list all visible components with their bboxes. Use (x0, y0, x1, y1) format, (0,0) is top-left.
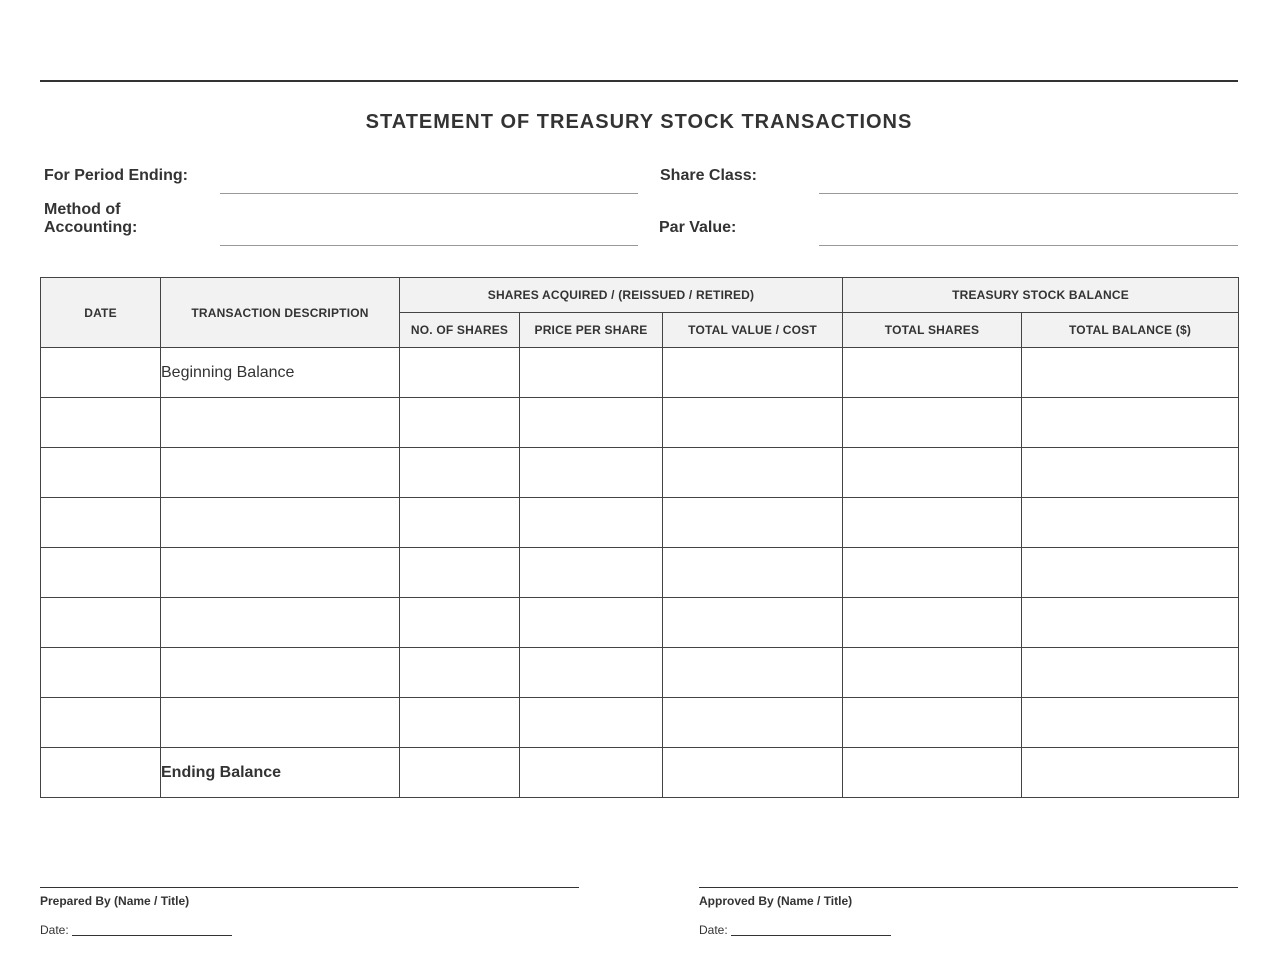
header-group-treasury-balance: TREASURY STOCK BALANCE (843, 278, 1239, 313)
cell-total-value-cost[interactable] (663, 748, 843, 798)
cell-total-shares[interactable] (843, 748, 1022, 798)
approved-by-date-line[interactable] (731, 935, 891, 936)
cell-date[interactable] (41, 748, 161, 798)
prepared-by-signature-line[interactable] (40, 887, 579, 888)
method-of-accounting-label-line2: Accounting: (44, 219, 138, 236)
header-no-of-shares: NO. OF SHARES (400, 313, 520, 348)
cell-total-balance[interactable] (1022, 348, 1239, 398)
cell-description[interactable] (161, 648, 400, 698)
cell-no-of-shares[interactable] (400, 598, 520, 648)
cell-total-value-cost[interactable] (663, 348, 843, 398)
table-row (41, 498, 1239, 548)
cell-total-value-cost[interactable] (663, 498, 843, 548)
cell-no-of-shares[interactable] (400, 448, 520, 498)
cell-total-shares[interactable] (843, 498, 1022, 548)
table-row-ending-balance (41, 748, 1239, 798)
cell-total-shares[interactable] (843, 648, 1022, 698)
top-rule (40, 80, 1238, 82)
cell-date[interactable] (41, 498, 161, 548)
header-total-balance: TOTAL BALANCE ($) (1022, 313, 1239, 348)
cell-description[interactable] (161, 498, 400, 548)
approved-by-signature-line[interactable] (699, 887, 1238, 888)
cell-description[interactable] (161, 548, 400, 598)
period-ending-label: For Period Ending: (44, 167, 188, 184)
cell-total-balance[interactable] (1022, 498, 1239, 548)
cell-total-value-cost[interactable] (663, 548, 843, 598)
cell-date[interactable] (41, 648, 161, 698)
cell-total-balance[interactable] (1022, 398, 1239, 448)
cell-description[interactable]: Beginning Balance (161, 348, 400, 398)
cell-price-per-share[interactable] (520, 498, 663, 548)
cell-price-per-share[interactable] (520, 598, 663, 648)
cell-date[interactable] (41, 698, 161, 748)
method-of-accounting-label-line1: Method of (44, 201, 121, 218)
table-row (41, 348, 1239, 398)
cell-no-of-shares[interactable] (400, 698, 520, 748)
document-title: STATEMENT OF TREASURY STOCK TRANSACTIONS (365, 111, 913, 133)
cell-price-per-share[interactable] (520, 698, 663, 748)
header-total-value-cost: TOTAL VALUE / COST (663, 313, 843, 348)
cell-price-per-share[interactable] (520, 548, 663, 598)
cell-total-value-cost[interactable] (663, 448, 843, 498)
cell-total-balance[interactable] (1022, 548, 1239, 598)
cell-no-of-shares[interactable] (400, 398, 520, 448)
cell-no-of-shares[interactable] (400, 548, 520, 598)
table-row (41, 448, 1239, 498)
cell-total-balance[interactable] (1022, 448, 1239, 498)
cell-total-value-cost[interactable] (663, 398, 843, 448)
cell-total-shares[interactable] (843, 598, 1022, 648)
header-group-shares-acquired: SHARES ACQUIRED / (REISSUED / RETIRED) (400, 278, 843, 313)
cell-price-per-share[interactable] (520, 648, 663, 698)
cell-total-balance[interactable] (1022, 698, 1239, 748)
cell-description[interactable] (161, 448, 400, 498)
period-ending-field[interactable] (220, 193, 638, 194)
cell-total-shares[interactable] (843, 698, 1022, 748)
cell-total-balance[interactable] (1022, 648, 1239, 698)
cell-description[interactable]: Ending Balance (161, 748, 400, 798)
cell-price-per-share[interactable] (520, 748, 663, 798)
table-row (41, 648, 1239, 698)
prepared-by-label: Prepared By (Name / Title) (40, 894, 190, 908)
cell-no-of-shares[interactable] (400, 748, 520, 798)
treasury-stock-table (40, 277, 1239, 798)
method-of-accounting-field[interactable] (220, 245, 638, 246)
cell-date[interactable] (41, 548, 161, 598)
table-row (41, 698, 1239, 748)
cell-total-shares[interactable] (843, 448, 1022, 498)
cell-no-of-shares[interactable] (400, 648, 520, 698)
cell-total-balance[interactable] (1022, 598, 1239, 648)
table-row (41, 598, 1239, 648)
prepared-by-date-label: Date: (40, 923, 69, 937)
cell-total-value-cost[interactable] (663, 648, 843, 698)
cell-price-per-share[interactable] (520, 348, 663, 398)
cell-description[interactable] (161, 398, 400, 448)
cell-total-shares[interactable] (843, 398, 1022, 448)
share-class-field[interactable] (819, 193, 1238, 194)
cell-date[interactable] (41, 448, 161, 498)
cell-no-of-shares[interactable] (400, 498, 520, 548)
table-row (41, 398, 1239, 448)
cell-price-per-share[interactable] (520, 448, 663, 498)
par-value-label: Par Value: (659, 219, 737, 236)
header-date: DATE (41, 278, 161, 348)
cell-date[interactable] (41, 348, 161, 398)
header-total-shares: TOTAL SHARES (843, 313, 1022, 348)
cell-date[interactable] (41, 398, 161, 448)
cell-description[interactable] (161, 698, 400, 748)
approved-by-label: Approved By (Name / Title) (699, 894, 853, 908)
cell-total-shares[interactable] (843, 548, 1022, 598)
header-price-per-share: PRICE PER SHARE (520, 313, 663, 348)
prepared-by-date-line[interactable] (72, 935, 232, 936)
cell-date[interactable] (41, 598, 161, 648)
cell-total-shares[interactable] (843, 348, 1022, 398)
table-row (41, 548, 1239, 598)
approved-by-date-label: Date: (699, 923, 728, 937)
cell-total-balance[interactable] (1022, 748, 1239, 798)
cell-no-of-shares[interactable] (400, 348, 520, 398)
par-value-field[interactable] (819, 245, 1238, 246)
header-transaction-description: TRANSACTION DESCRIPTION (161, 278, 400, 348)
cell-description[interactable] (161, 598, 400, 648)
share-class-label: Share Class: (660, 167, 757, 184)
cell-total-value-cost[interactable] (663, 698, 843, 748)
cell-price-per-share[interactable] (520, 398, 663, 448)
cell-total-value-cost[interactable] (663, 598, 843, 648)
